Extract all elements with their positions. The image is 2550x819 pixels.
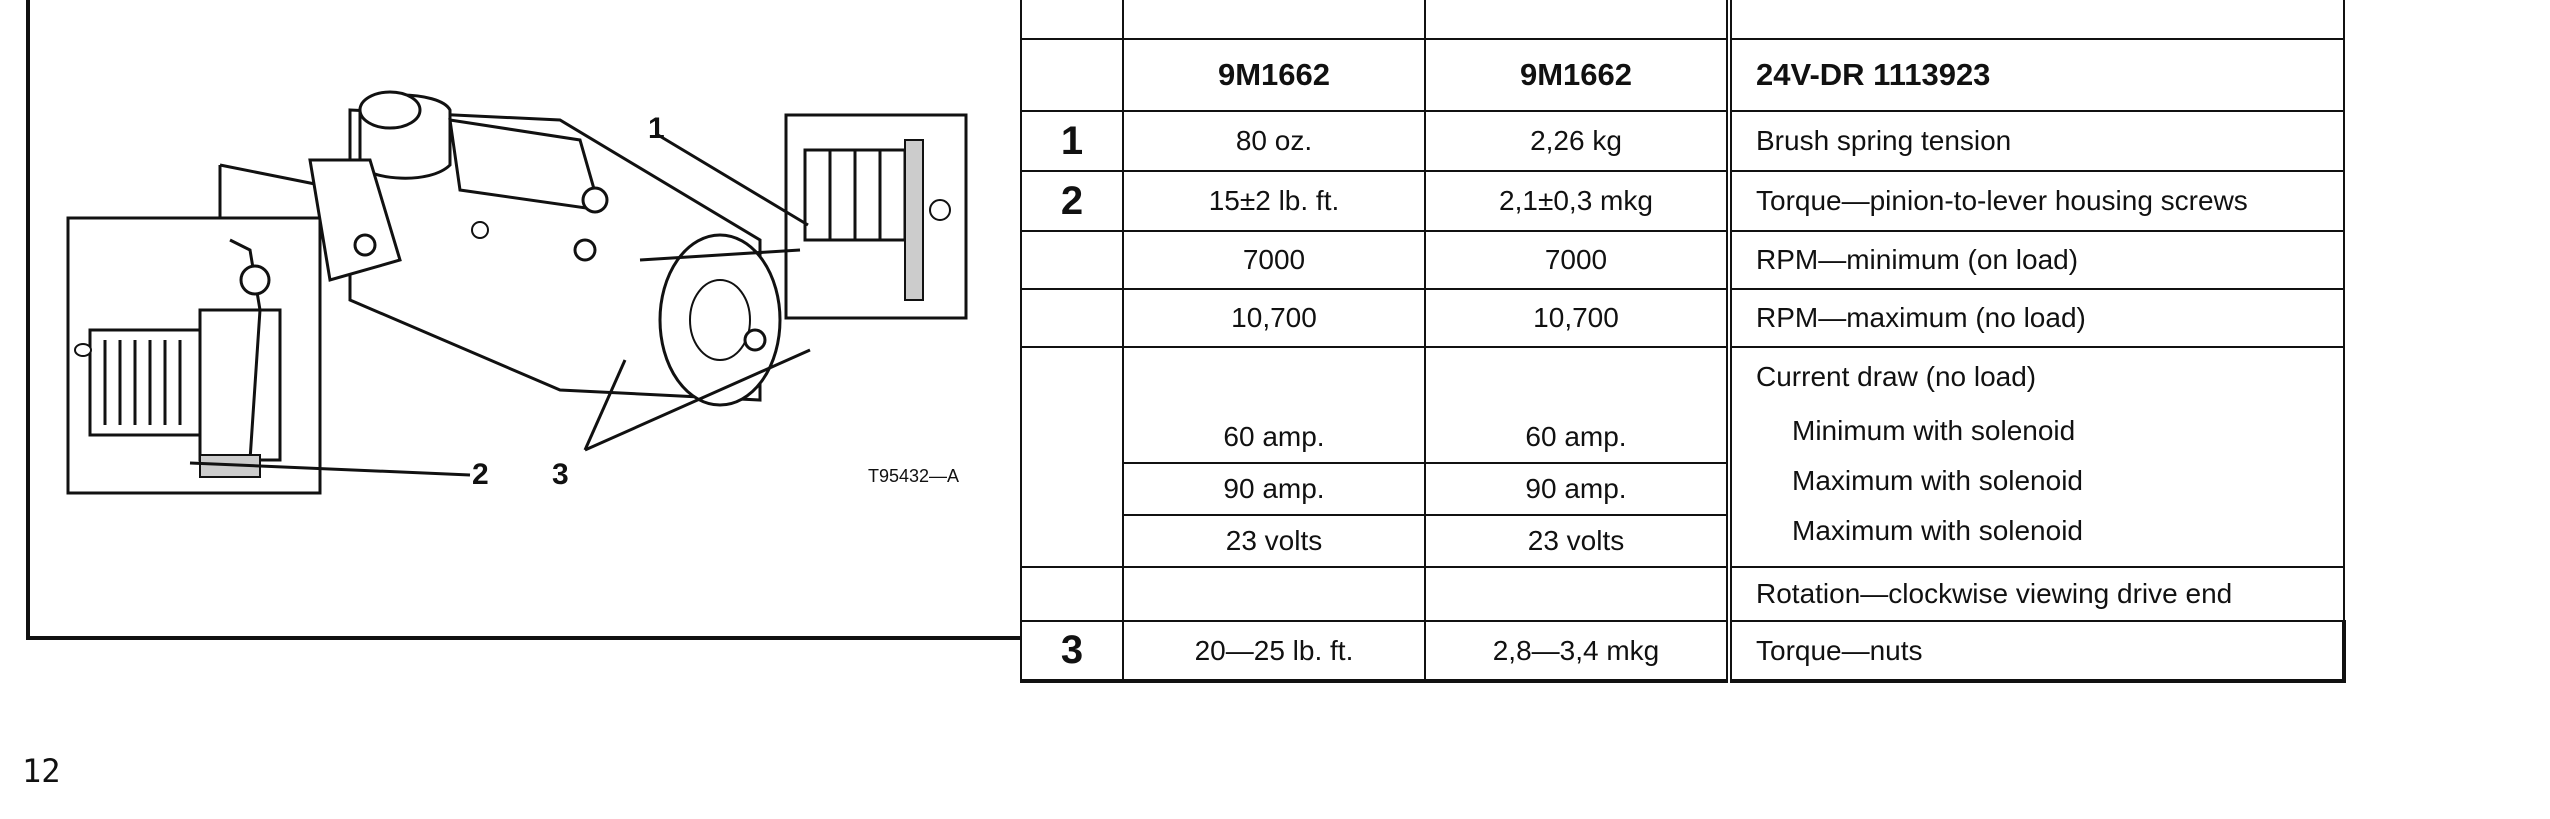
row-desc: Brush spring tension: [1729, 111, 2344, 171]
current-desc-stack: [1756, 348, 2343, 556]
table-row: [1021, 567, 2344, 621]
current-metric: 90 amp.: [1426, 462, 1726, 514]
row-metric: 7000: [1425, 231, 1729, 289]
current-metric: 60 amp.: [1525, 421, 1627, 452]
current-english: 90 amp.: [1122, 462, 1426, 514]
header-model: 24V-DR 1113923: [1729, 39, 2344, 111]
starter-motor-illustration: [0, 0, 1020, 640]
current-english: 60 amp.: [1223, 421, 1325, 452]
row-metric: 2,26 kg: [1425, 111, 1729, 171]
current-desc: Maximum with solenoid: [1792, 465, 2083, 496]
page-number: 12: [22, 752, 61, 790]
header-english: 9M1662: [1123, 39, 1425, 111]
table-header-row: [1021, 39, 2344, 111]
current-english: 23 volts: [1122, 514, 1426, 566]
row-desc: Torque—nuts: [1729, 621, 2344, 681]
row-desc: Torque—pinion-to-lever housing screws: [1729, 171, 2344, 231]
row-ref: [1021, 289, 1123, 347]
spec-table: [1020, 0, 2346, 683]
rotation-desc: Rotation—clockwise viewing drive end: [1729, 567, 2344, 621]
row-english: 7000: [1123, 231, 1425, 289]
row-metric: 2,1±0,3 mkg: [1425, 171, 1729, 231]
current-metric-stack: [1426, 348, 1726, 566]
row-english: 15±2 lb. ft.: [1123, 171, 1425, 231]
table-row: [1021, 621, 2344, 681]
row-english: 10,700: [1123, 289, 1425, 347]
table-row: [1021, 231, 2344, 289]
table-top-row: [1021, 0, 2344, 39]
figure-code: T95432—A: [868, 466, 960, 486]
callout-3: 3: [552, 458, 569, 491]
row-desc: RPM—maximum (no load): [1729, 289, 2344, 347]
row-english: 80 oz.: [1123, 111, 1425, 171]
header-metric: 9M1662: [1425, 39, 1729, 111]
current-draw-title: Current draw (no load): [1756, 361, 2037, 392]
row-ref: 3: [1021, 621, 1123, 681]
table-row: [1021, 111, 2344, 171]
row-metric: 2,8—3,4 mkg: [1425, 621, 1729, 681]
table-row: [1021, 289, 2344, 347]
callout-2: 2: [472, 458, 489, 491]
callout-1: 1: [648, 112, 665, 145]
current-draw-row: [1021, 347, 2344, 567]
current-english-stack: [1124, 348, 1424, 566]
row-desc: RPM—minimum (on load): [1729, 231, 2344, 289]
row-ref: 2: [1021, 171, 1123, 231]
row-metric: 10,700: [1425, 289, 1729, 347]
row-ref: 1: [1021, 111, 1123, 171]
current-desc: Minimum with solenoid: [1792, 415, 2076, 446]
current-desc: Maximum with solenoid: [1792, 515, 2083, 546]
header-ref: [1021, 39, 1123, 111]
table-row: [1021, 171, 2344, 231]
row-ref: [1021, 231, 1123, 289]
row-english: 20—25 lb. ft.: [1123, 621, 1425, 681]
current-metric: 23 volts: [1426, 514, 1726, 566]
